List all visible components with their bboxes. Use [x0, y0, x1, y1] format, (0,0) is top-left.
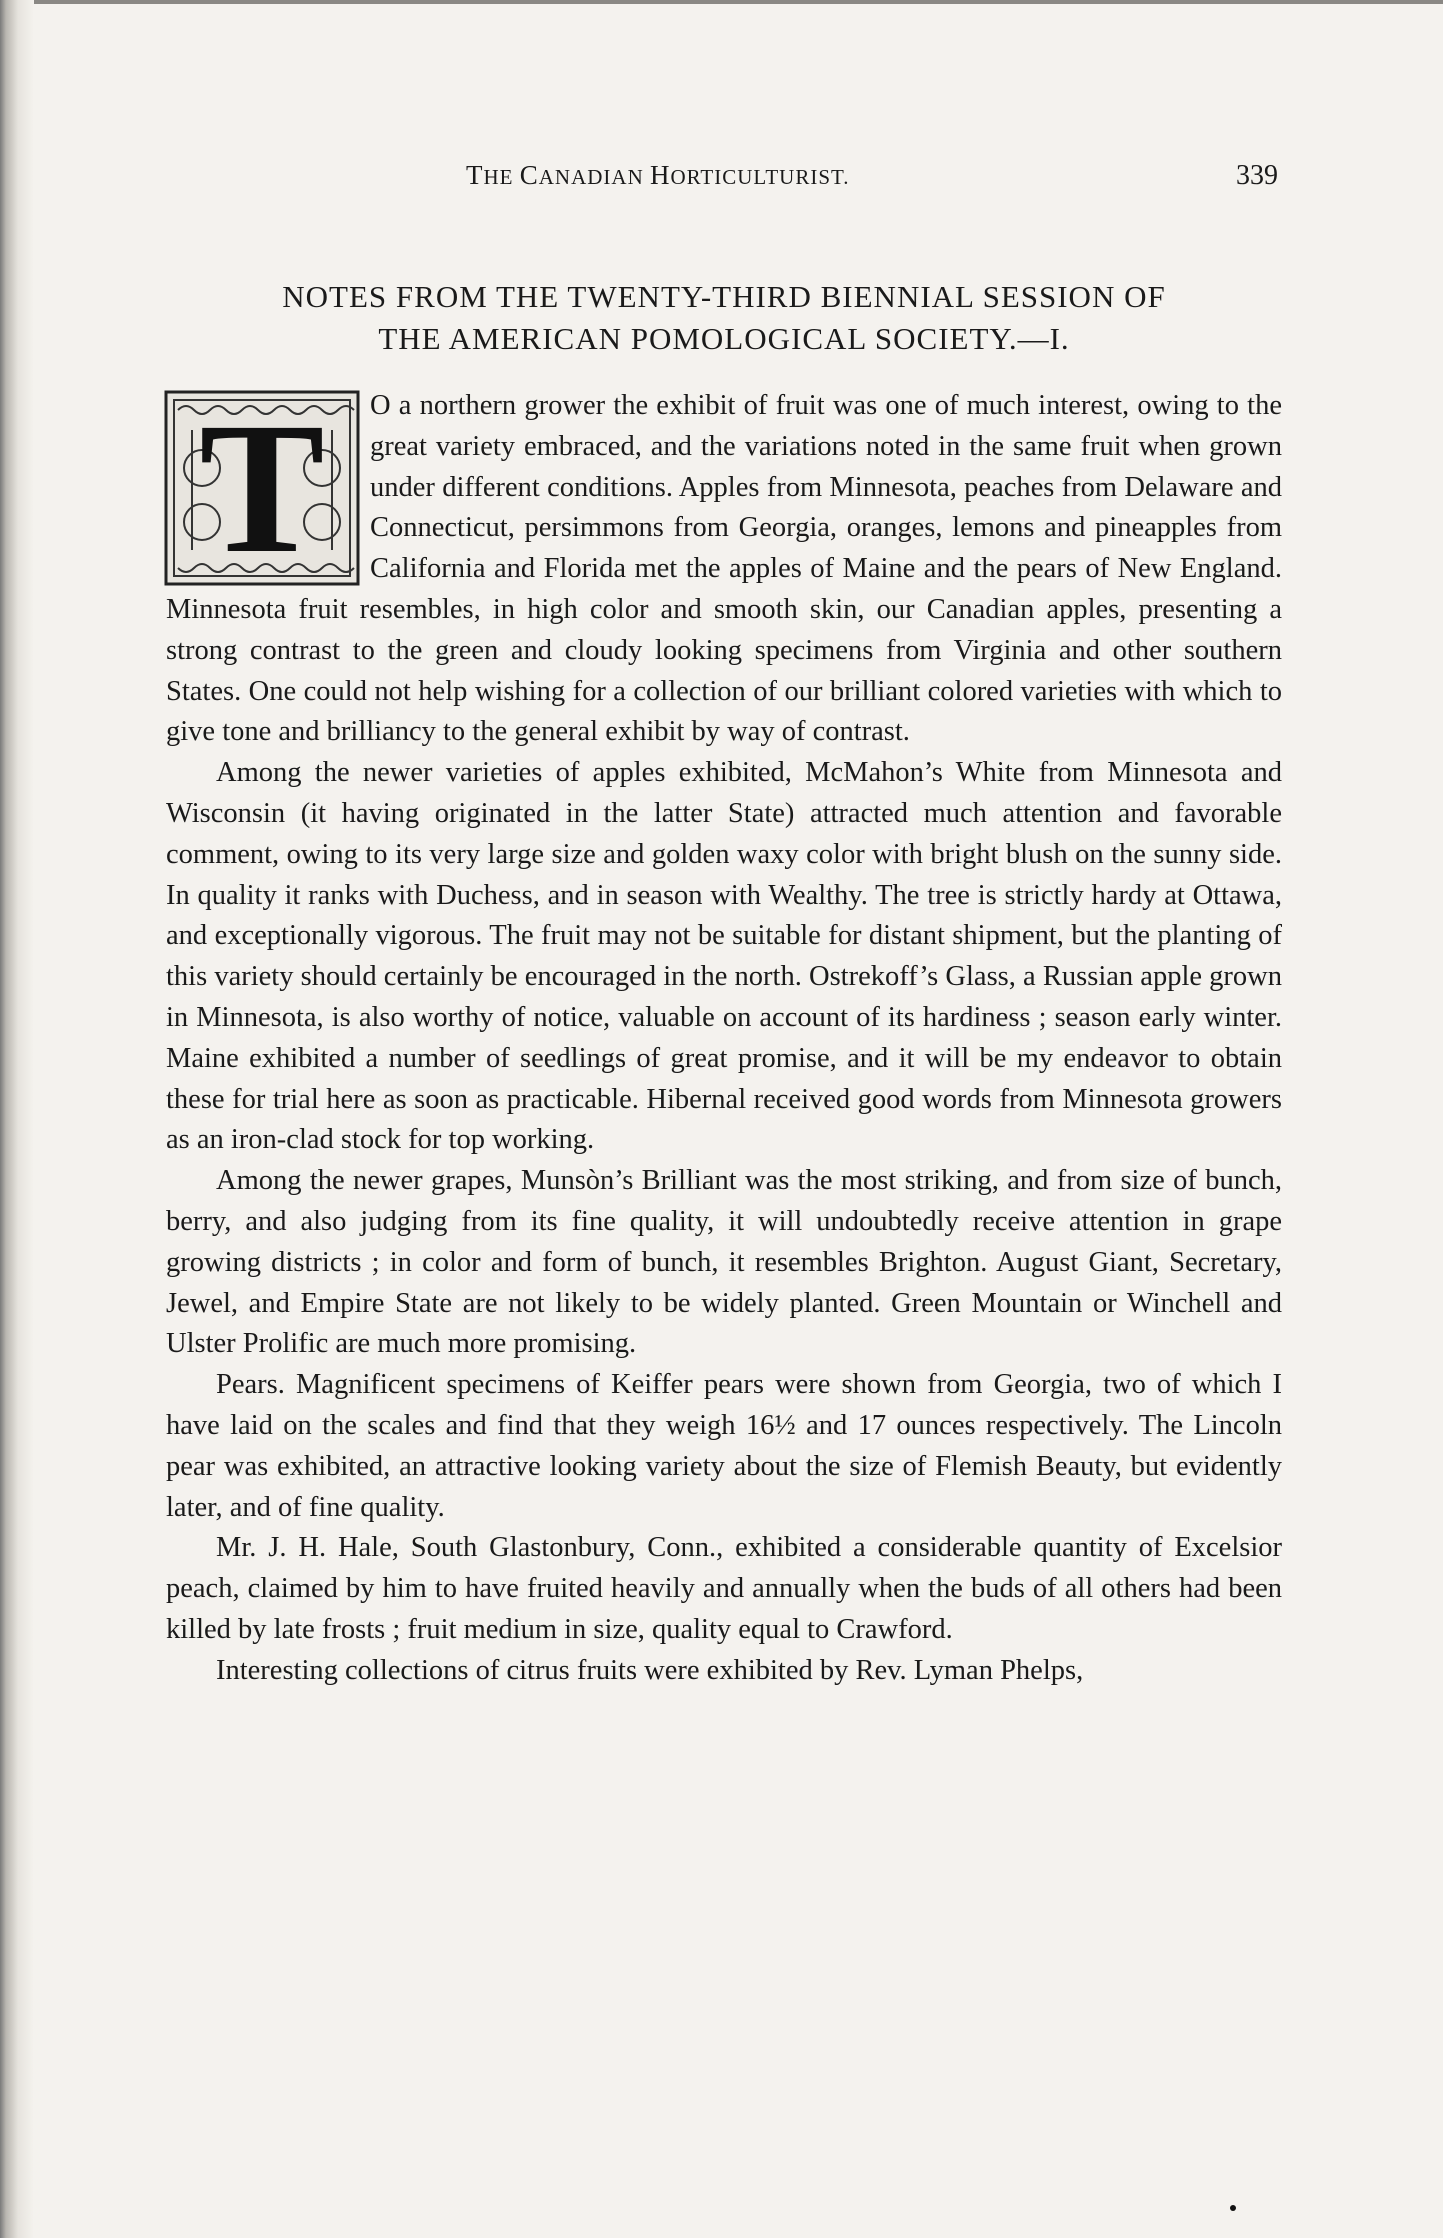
running-title-rest: ANADIAN: [538, 165, 651, 189]
paragraph-2: Among the newer varieties of apples exhibited, McMahon’s White from Minnesota and Wisconsin (it having originated in the latter State) attracted much attention and favorable comment, owing to its very large size and golden waxy color with bright blush on the sunny side. In quality it ranks with Duchess, and in season with Wealthy. The tree is strictly hardy at Ottawa, and exceptionally vigorous. The fruit may not be suitable for distant shipment, but the planting of this variety should certainly be encouraged in the north. Ostrekoff’s Glass, a Russian apple grown in Minnesota, is also worthy of notice, valuable on account of its hardiness ; season early winter. Maine exhibited a number of seedlings of great promise, and it will be my endeavor to obtain these for trial here as soon as practicable. Hibernal received good words from Minnesota growers as an iron-clad stock for top working.: [166, 757, 1282, 1156]
page-number: 339: [1236, 160, 1278, 191]
running-title-cap: H: [650, 160, 671, 190]
paragraph-6: Interesting collections of citrus fruits were exhibited by Rev. Lyman Phelps,: [216, 1654, 1084, 1686]
article-body: [166, 383, 1282, 1692]
article-title: [166, 276, 1282, 360]
running-head: [166, 150, 1282, 190]
running-title: [466, 160, 850, 191]
scan-top-edge: [0, 0, 1443, 4]
paragraph-1-container: [166, 383, 1282, 753]
paragraph-3: Among the newer grapes, Munsòn’s Brilliant was the most striking, and from size of bunch, berry, and also judging from its fine quality, it will undoubtedly receive attention in grape growing districts ; in color and form of bunch, it resembles Brighton. August Giant, Secretary, Jewel, and Empire State are not likely to be widely planted. Green Mountain or Winchell and Ulster Prolific are much more promising.: [166, 1165, 1282, 1360]
article-title-line-1: NOTES FROM THE TWENTY-THIRD BIENNIAL SESSION OF: [282, 279, 1166, 314]
paragraph-4: Pears. Magnificent specimens of Keiffer pears were shown from Georgia, two of which I have laid on the scales and find that they weigh 16½ and 17 ounces respectively. The Lincoln pear was exhibited, an attractive looking variety about the size of Flemish Beauty, but evidently later, and of fine quality.: [166, 1369, 1282, 1523]
page: [166, 150, 1282, 1692]
running-title-rest: HE: [483, 165, 520, 189]
drop-cap-letter: T: [199, 383, 325, 592]
running-title-cap: C: [519, 160, 539, 190]
article-title-line-2: THE AMERICAN POMOLOGICAL SOCIETY.—I.: [378, 321, 1070, 356]
running-title-rest: ORTICULTURIST.: [670, 165, 850, 189]
paragraph-5: Mr. J. H. Hale, South Glastonbury, Conn., exhibited a considerable quantity of Excelsior peach, claimed by him to have fruited heavily and annually when the buds of all others had been killed by late frosts ; fruit medium in size, quality equal to Crawford.: [166, 1532, 1282, 1645]
ink-speck: [1230, 2205, 1236, 2211]
scan-binding-edge: [0, 0, 34, 2238]
running-title-cap: T: [466, 160, 484, 190]
paragraph-1: O a northern grower the exhibit of fruit was one of much interest, owing to the great variety embraced, and the variations noted in the same fruit when grown under different conditions. Apples from Minnesota, peaches from Delaware and Connecticut, persimmons from Georgia, oranges, lemons and pineapples from California and Florida met the apples of Maine and the pears of New England. Minnesota fruit resembles, in high color and smooth skin, our Canadian apples, presenting a strong contrast to the green and cloudy looking specimens from Virginia and other southern States. One could not help wishing for a collection of our brilliant colored varieties with which to give tone and brilliancy to the general exhibit by way of contrast.: [166, 390, 1282, 748]
drop-cap-ornament: [164, 383, 360, 592]
